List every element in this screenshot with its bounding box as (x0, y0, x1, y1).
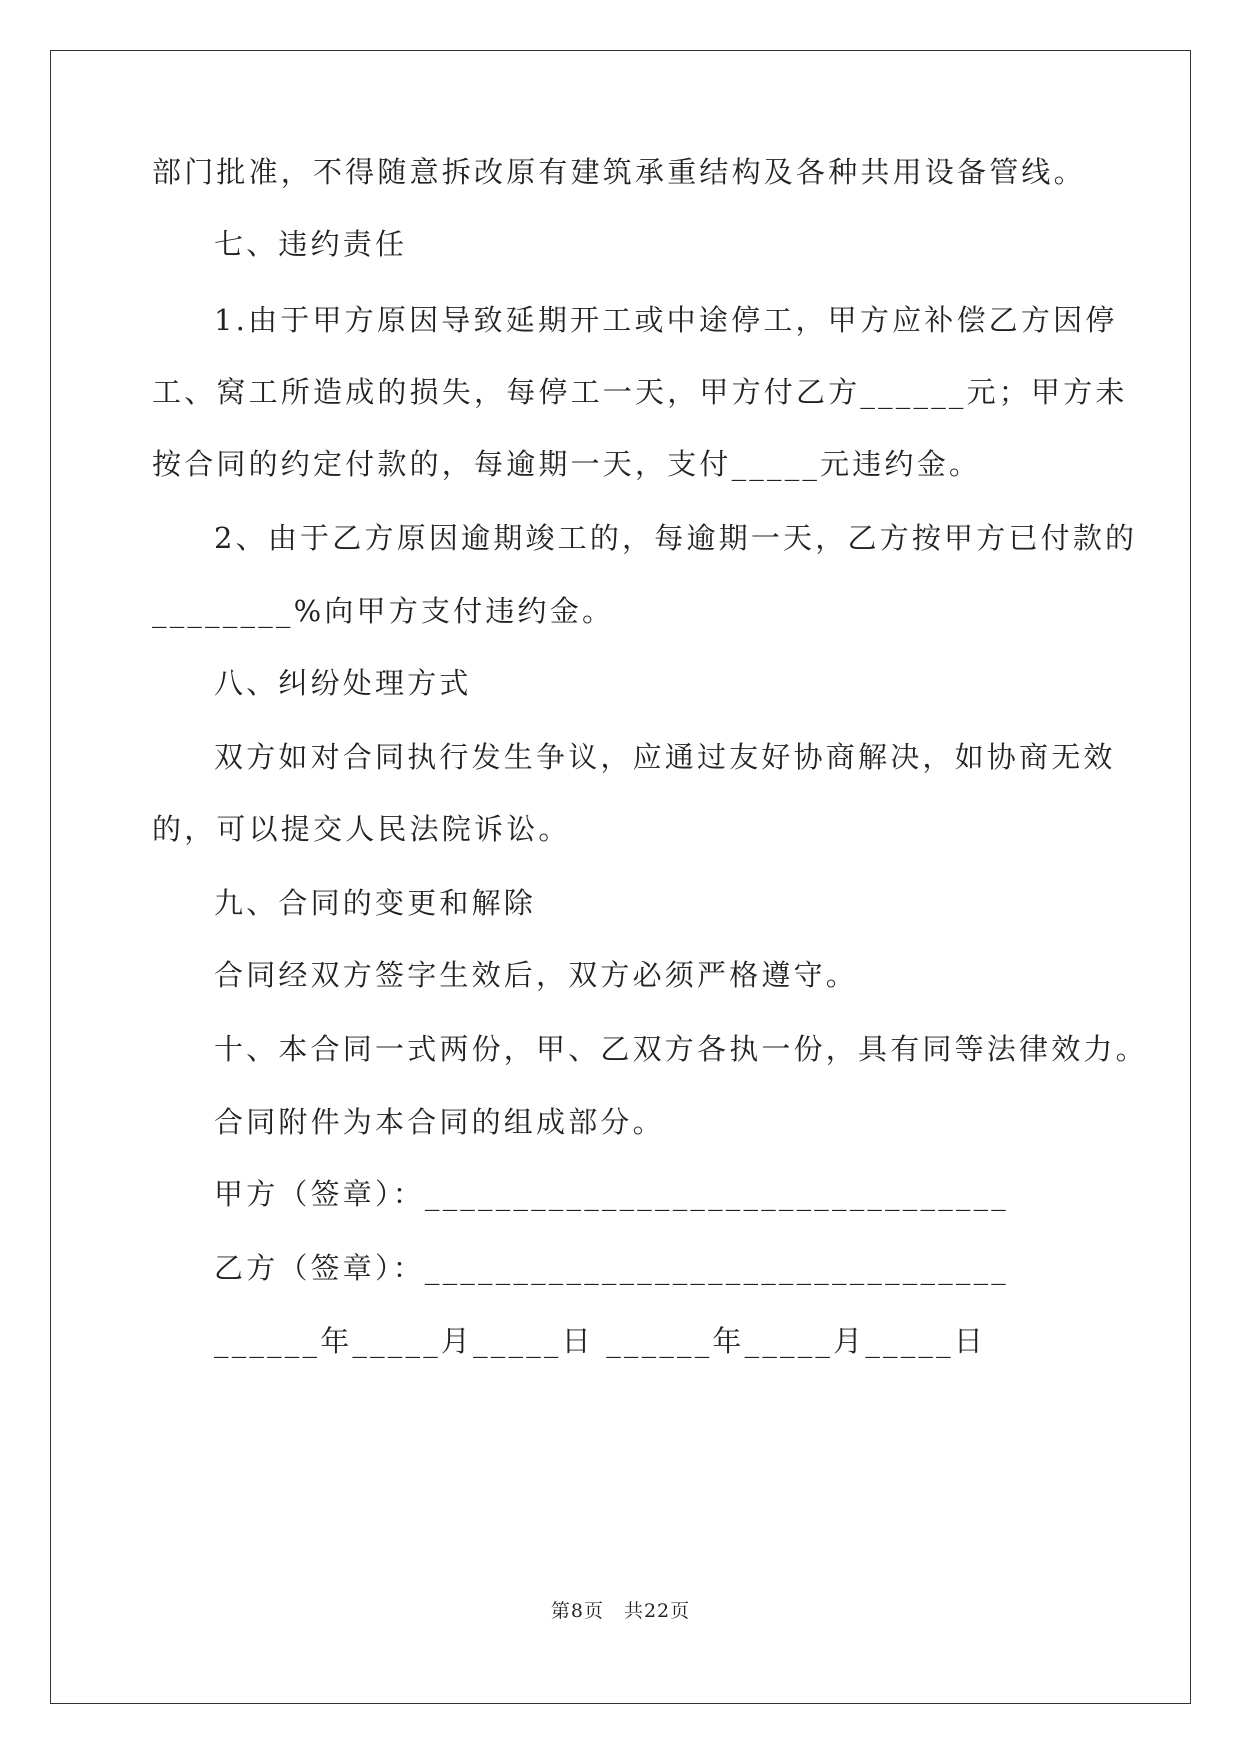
text-line-12: 合同经双方签字生效后，双方必须严格遵守。 (214, 958, 859, 992)
text-line-10: 的，可以提交人民法院诉讼。 (152, 812, 571, 846)
signature-party-b: 乙方（签章）：_________________________________ (214, 1251, 1010, 1285)
section-heading-change: 九、合同的变更和解除 (214, 886, 537, 920)
date-line: ______年_____月_____日 ______年_____月_____日 (214, 1324, 987, 1358)
text-line-13: 十、本合同一式两份，甲、乙双方各执一份，具有同等法律效力。 (214, 1032, 1148, 1066)
text-line-4: 工、窝工所造成的损失，每停工一天，甲方付乙方______元；甲方未 (152, 375, 1128, 409)
text-line-14: 合同附件为本合同的组成部分。 (214, 1105, 665, 1139)
section-heading-breach: 七、违约责任 (214, 227, 408, 261)
total-pages: 共22页 (623, 1600, 691, 1622)
text-line-9: 双方如对合同执行发生争议，应通过友好协商解决，如协商无效 (214, 740, 1116, 774)
page-frame (50, 50, 1191, 1704)
text-line-7: ________%向甲方支付违约金。 (152, 594, 615, 628)
text-line-1: 部门批准，不得随意拆改原有建筑承重结构及各种共用设备管线。 (152, 155, 1086, 189)
text-line-6: 2、由于乙方原因逾期竣工的，每逾期一天，乙方按甲方已付款的 (214, 521, 1138, 555)
signature-party-a: 甲方（签章）：_________________________________ (214, 1177, 1010, 1211)
page-number: 第8页 (550, 1600, 604, 1622)
page-footer (0, 1596, 1241, 1623)
text-line-3: 1.由于甲方原因导致延期开工或中途停工，甲方应补偿乙方因停 (214, 303, 1118, 337)
text-line-5: 按合同的约定付款的，每逾期一天，支付_____元违约金。 (152, 447, 982, 481)
section-heading-dispute: 八、纠纷处理方式 (214, 666, 472, 700)
